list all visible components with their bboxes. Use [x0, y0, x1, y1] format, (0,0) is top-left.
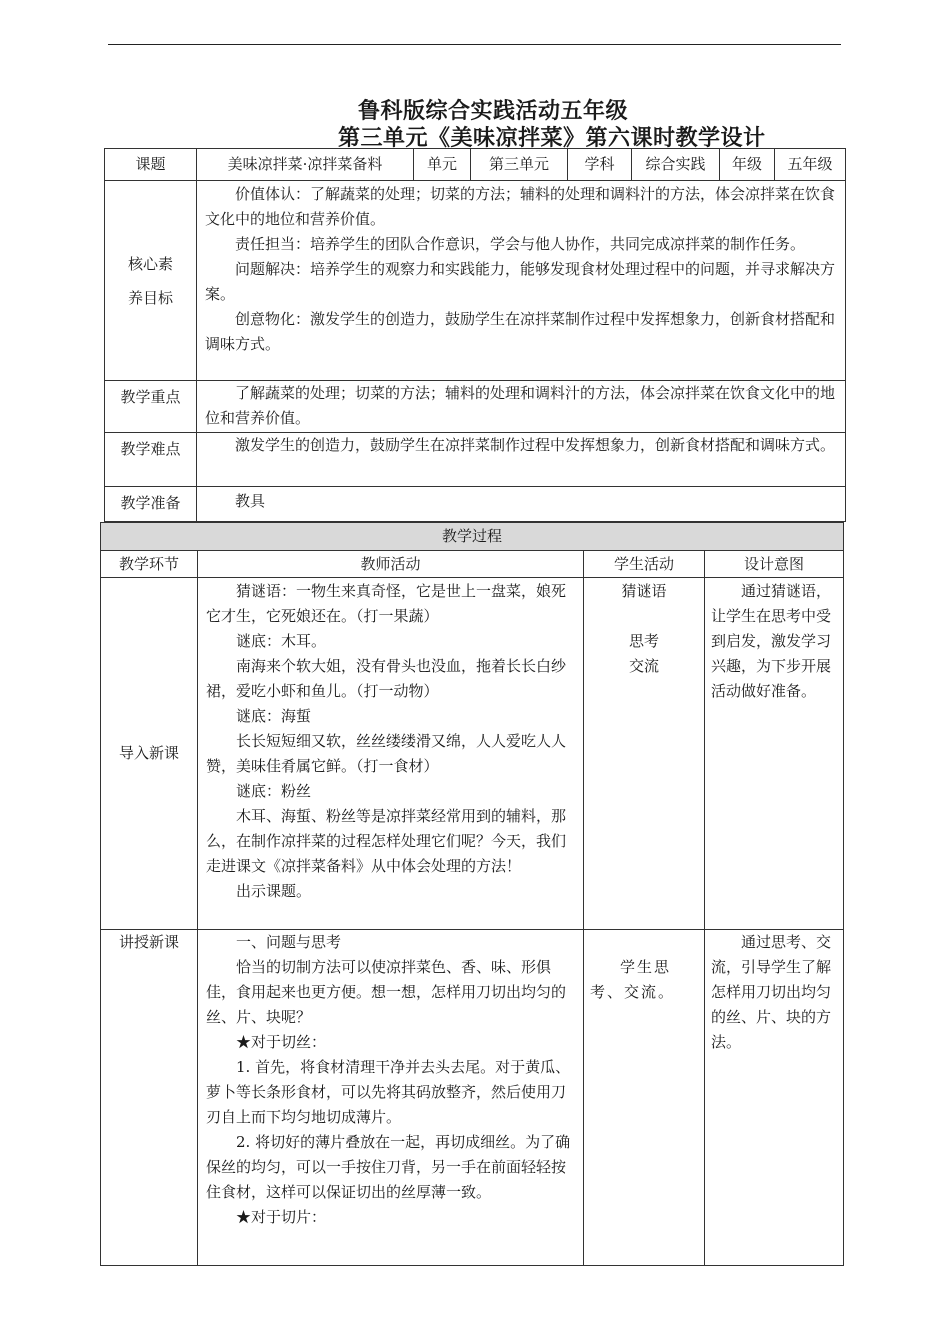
- difficulty-label: 教学难点: [105, 433, 197, 487]
- lecture-student-text: 学生思考、交流。: [590, 958, 676, 1001]
- process-table: [100, 522, 844, 1266]
- intro-student: [584, 578, 705, 930]
- preparation-text: [197, 487, 846, 522]
- lecture-teacher: [198, 930, 584, 1266]
- goal-value: 价值体认：了解蔬菜的处理；切菜的方法；辅料的处理和调料汁的方法，体会凉拌菜在饮食文化中的地位和营养价值。: [205, 185, 836, 228]
- lecture-intent-text: 通过思考、交流，引导学生了解怎样用刀切出均匀的丝、片、块的方法。: [711, 933, 832, 1051]
- slice-heading: ★对于切片：: [236, 1208, 327, 1226]
- intro-show-topic: 出示课题。: [236, 882, 312, 900]
- process-title: 教学过程: [101, 523, 844, 551]
- lecture-stage: 讲授新课: [101, 930, 198, 1266]
- difficulty-paragraph: 激发学生的创造力，鼓励学生在凉拌菜制作过程中发挥想象力，创新食材搭配和调味方式。: [235, 436, 836, 454]
- riddle-2-answer: 谜底：海蜇: [236, 707, 312, 725]
- goal-problem-solving: 问题解决：培养学生的观察力和实践能力，能够发现食材处理过程中的问题，并寻求解决方案。: [205, 260, 836, 303]
- key-point-label: 教学重点: [105, 381, 197, 433]
- goal-responsibility: 责任担当：培养学生的团队合作意识，学会与他人协作，共同完成凉拌菜的制作任务。: [235, 235, 806, 253]
- intro-transition: 木耳、海蜇、粉丝等是凉拌菜经常用到的辅料，那么，在制作凉拌菜的过程怎样处理它们呢？今天，我们走进课文《凉拌菜备料》从中体会处理的方法！: [206, 807, 567, 875]
- grade-value: 五年级: [775, 149, 846, 181]
- intro-student-line1: 猜谜语: [621, 582, 667, 600]
- preparation-paragraph: 教具: [235, 492, 266, 510]
- key-point-text: [197, 381, 846, 433]
- preparation-label: 教学准备: [105, 487, 197, 522]
- goal-creativity: 创意物化：激发学生的创造力，鼓励学生在凉拌菜制作过程中发挥想象力，创新食材搭配和调味方式。: [205, 310, 836, 353]
- core-goals-text: [197, 181, 846, 381]
- intro-intent-text: 通过猜谜语，让学生在思考中受到启发，激发学习兴趣，为下步开展活动做好准备。: [711, 582, 832, 700]
- intro-student-line2: 思考: [628, 632, 659, 650]
- col-teacher: 教师活动: [198, 551, 584, 578]
- topic-label: 课题: [105, 149, 197, 181]
- difficulty-text: [197, 433, 846, 487]
- header-rule: [108, 44, 841, 45]
- core-goals-label: [105, 181, 197, 381]
- key-point-paragraph: 了解蔬菜的处理；切菜的方法；辅料的处理和调料汁的方法，体会凉拌菜在饮食文化中的地位和营养价值。: [205, 384, 836, 427]
- col-student: 学生活动: [584, 551, 705, 578]
- unit-label: 单元: [414, 149, 471, 181]
- lecture-intent: [705, 930, 844, 1266]
- lesson-info-table: [104, 148, 846, 522]
- lecture-heading: 一、问题与思考: [236, 933, 342, 951]
- intro-student-line3: 交流: [628, 657, 659, 675]
- core-goals-label-line1: 核心素: [127, 254, 173, 273]
- unit-value: 第三单元: [471, 149, 568, 181]
- core-goals-label-line2: 养目标: [127, 288, 173, 307]
- shred-step-2: 2. 将切好的薄片叠放在一起，再切成细丝。为了确保丝的均匀，可以一手按住刀背，另一手在前面轻轻按住食材，这样可以保证切出的丝厚薄一致。: [206, 1133, 571, 1201]
- riddle-3: 长长短短细又软，丝丝缕缕滑又绵，人人爱吃人人赞，美味佳肴属它鲜。（打一食材）: [206, 732, 567, 775]
- shred-step-1: 1. 首先，将食材清理干净并去头去尾。对于黄瓜、萝卜等长条形食材，可以先将其码放整齐，然后使用刀刃自上而下均匀地切成薄片。: [206, 1058, 571, 1126]
- riddle-1-answer: 谜底：木耳。: [236, 632, 327, 650]
- lecture-question: 恰当的切制方法可以使凉拌菜色、香、味、形俱佳，食用起来也更方便。想一想，怎样用刀切出均匀的丝、片、块呢？: [206, 958, 567, 1026]
- doc-title: 鲁科版综合实践活动五年级: [358, 99, 629, 124]
- riddle-2: 南海来个软大姐，没有骨头也没血，拖着长长白纱裙，爱吃小虾和鱼儿。（打一动物）: [206, 657, 567, 700]
- subject-label: 学科: [568, 149, 632, 181]
- lecture-student: [584, 930, 705, 1266]
- grade-label: 年级: [720, 149, 775, 181]
- col-intent: 设计意图: [705, 551, 844, 578]
- shred-heading: ★对于切丝：: [236, 1033, 327, 1051]
- intro-intent: [705, 578, 844, 930]
- intro-stage: 导入新课: [101, 578, 198, 930]
- doc-subtitle: 第三单元《美味凉拌菜》第六课时教学设计: [338, 126, 766, 151]
- intro-teacher: [198, 578, 584, 930]
- col-stage: 教学环节: [101, 551, 198, 578]
- riddle-3-answer: 谜底：粉丝: [236, 782, 312, 800]
- riddle-1: 猜谜语：一物生来真奇怪，它是世上一盘菜，娘死它才生，它死娘还在。（打一果蔬）: [206, 582, 567, 625]
- subject-value: 综合实践: [632, 149, 720, 181]
- topic-value: 美味凉拌菜·凉拌菜备料: [197, 149, 414, 181]
